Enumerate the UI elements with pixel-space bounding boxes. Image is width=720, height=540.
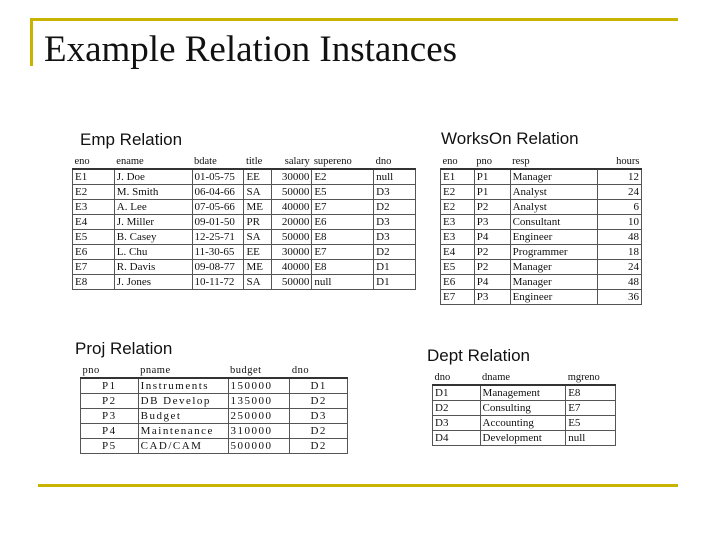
workson-header-row [441, 156, 642, 169]
workson-cell-resp: Manager [510, 275, 598, 290]
dept-cell-dname: Accounting [480, 416, 566, 431]
workson-cell-resp: Engineer [510, 230, 598, 245]
workson-col-resp: resp [512, 156, 530, 167]
emp-cell-eno: E5 [73, 230, 115, 245]
emp-cell-supereno: E8 [312, 230, 374, 245]
dept-cell-mgreno: E8 [566, 385, 616, 401]
dept-cell-dname: Consulting [480, 401, 566, 416]
workson-cell-resp: Programmer [510, 245, 598, 260]
emp-cell-eno: E6 [73, 245, 115, 260]
footer-accent-line [38, 484, 678, 487]
workson-cell-hours: 12 [598, 169, 642, 185]
proj-row [81, 409, 348, 424]
emp-cell-dno: D2 [374, 200, 416, 215]
emp-row [73, 275, 416, 290]
proj-cell-dno: D3 [290, 409, 348, 424]
emp-cell-salary: 30000 [272, 245, 312, 260]
workson-cell-pno: P2 [474, 200, 510, 215]
proj-cell-pname: CAD/CAM [138, 439, 228, 454]
workson-cell-pno: P3 [474, 215, 510, 230]
emp-relation-table [72, 156, 416, 290]
workson-col-hours: hours [616, 156, 640, 167]
emp-cell-bdate: 09-01-50 [192, 215, 244, 230]
dept-cell-dno: D2 [433, 401, 481, 416]
dept-relation-title: Dept Relation [427, 346, 531, 365]
emp-cell-salary: 30000 [272, 169, 312, 185]
workson-row [441, 275, 642, 290]
emp-col-eno: eno [74, 156, 90, 167]
workson-cell-eno: E1 [441, 169, 475, 185]
workson-cell-eno: E2 [441, 200, 475, 215]
proj-cell-dno: D2 [290, 394, 348, 409]
dept-col-dno: dno [434, 372, 451, 383]
proj-col-pname: pname [140, 365, 171, 376]
emp-row [73, 215, 416, 230]
emp-cell-dno: null [374, 169, 416, 185]
workson-cell-pno: P3 [474, 290, 510, 305]
proj-col-dno: dno [291, 365, 310, 376]
proj-cell-pname: DB Develop [138, 394, 228, 409]
workson-cell-hours: 48 [598, 230, 642, 245]
proj-row [81, 424, 348, 439]
workson-cell-eno: E5 [441, 260, 475, 275]
emp-cell-title: PR [244, 215, 272, 230]
emp-cell-bdate: 10-11-72 [192, 275, 244, 290]
dept-cell-mgreno: E5 [566, 416, 616, 431]
title-accent-vertical [30, 18, 33, 66]
emp-cell-bdate: 11-30-65 [192, 245, 244, 260]
emp-row [73, 260, 416, 275]
emp-cell-salary: 40000 [272, 200, 312, 215]
dept-cell-dno: D1 [433, 385, 481, 401]
workson-cell-resp: Engineer [510, 290, 598, 305]
emp-cell-ename: J. Miller [114, 215, 192, 230]
emp-cell-bdate: 01-05-75 [192, 169, 244, 185]
emp-header-row [73, 156, 416, 169]
workson-col-eno: eno [442, 156, 458, 167]
workson-cell-hours: 24 [598, 185, 642, 200]
proj-relation-table [80, 365, 348, 454]
workson-cell-hours: 48 [598, 275, 642, 290]
emp-cell-title: SA [244, 275, 272, 290]
proj-cell-budget: 250000 [228, 409, 290, 424]
proj-row [81, 439, 348, 454]
emp-cell-eno: E4 [73, 215, 115, 230]
emp-cell-eno: E8 [73, 275, 115, 290]
emp-col-supereno: supereno [313, 156, 352, 167]
workson-row [441, 185, 642, 200]
workson-cell-eno: E6 [441, 275, 475, 290]
slide-title: Example Relation Instances [44, 29, 458, 70]
emp-cell-bdate: 12-25-71 [192, 230, 244, 245]
emp-cell-title: SA [244, 185, 272, 200]
dept-cell-dno: D3 [433, 416, 481, 431]
proj-col-pno: pno [82, 365, 100, 376]
proj-cell-pno: P2 [81, 394, 139, 409]
workson-cell-resp: Manager [510, 260, 598, 275]
workson-cell-pno: P4 [474, 230, 510, 245]
dept-col-dname: dname [482, 372, 511, 383]
emp-cell-ename: A. Lee [114, 200, 192, 215]
emp-cell-title: EE [244, 245, 272, 260]
emp-cell-supereno: E5 [312, 185, 374, 200]
proj-cell-budget: 500000 [228, 439, 290, 454]
proj-cell-budget: 150000 [228, 378, 290, 394]
proj-cell-dno: D2 [290, 439, 348, 454]
emp-row [73, 230, 416, 245]
dept-header-row [433, 372, 616, 385]
emp-cell-ename: J. Jones [114, 275, 192, 290]
dept-cell-dno: D4 [433, 431, 481, 446]
emp-cell-salary: 20000 [272, 215, 312, 230]
workson-row [441, 290, 642, 305]
emp-cell-dno: D1 [374, 275, 416, 290]
emp-cell-supereno: E2 [312, 169, 374, 185]
proj-col-budget: budget [230, 365, 262, 376]
workson-row [441, 169, 642, 185]
workson-row [441, 230, 642, 245]
emp-cell-title: SA [244, 230, 272, 245]
emp-cell-eno: E1 [73, 169, 115, 185]
proj-cell-budget: 310000 [228, 424, 290, 439]
workson-cell-hours: 36 [598, 290, 642, 305]
proj-cell-pname: Budget [138, 409, 228, 424]
proj-cell-pname: Maintenance [138, 424, 228, 439]
emp-cell-bdate: 06-04-66 [192, 185, 244, 200]
emp-cell-ename: B. Casey [114, 230, 192, 245]
dept-cell-dname: Development [480, 431, 566, 446]
workson-cell-resp: Consultant [510, 215, 598, 230]
emp-cell-dno: D3 [374, 185, 416, 200]
workson-cell-pno: P1 [474, 169, 510, 185]
emp-cell-ename: M. Smith [114, 185, 192, 200]
proj-cell-pno: P4 [81, 424, 139, 439]
workson-col-pno: pno [476, 156, 493, 167]
dept-relation-table [432, 372, 616, 446]
workson-cell-resp: Analyst [510, 185, 598, 200]
emp-col-salary: salary [284, 156, 310, 167]
dept-row [433, 385, 616, 401]
proj-cell-pno: P1 [81, 378, 139, 394]
proj-row [81, 378, 348, 394]
proj-relation-title: Proj Relation [75, 339, 173, 358]
emp-cell-dno: D1 [374, 260, 416, 275]
emp-cell-bdate: 07-05-66 [192, 200, 244, 215]
workson-relation-title: WorksOn Relation [441, 129, 579, 148]
proj-row [81, 394, 348, 409]
emp-cell-supereno: E6 [312, 215, 374, 230]
proj-cell-dno: D1 [290, 378, 348, 394]
workson-relation-table [440, 156, 642, 305]
workson-cell-eno: E2 [441, 185, 475, 200]
emp-row [73, 169, 416, 185]
workson-cell-hours: 6 [598, 200, 642, 215]
emp-col-ename: ename [116, 156, 144, 167]
emp-cell-ename: J. Doe [114, 169, 192, 185]
proj-cell-pname: Instruments [138, 378, 228, 394]
emp-cell-supereno: null [312, 275, 374, 290]
emp-row [73, 245, 416, 260]
emp-cell-supereno: E7 [312, 200, 374, 215]
emp-cell-eno: E2 [73, 185, 115, 200]
workson-cell-pno: P1 [474, 185, 510, 200]
emp-cell-ename: R. Davis [114, 260, 192, 275]
emp-cell-dno: D3 [374, 215, 416, 230]
workson-cell-hours: 10 [598, 215, 642, 230]
proj-cell-budget: 135000 [228, 394, 290, 409]
emp-col-title: title [245, 156, 263, 167]
workson-cell-resp: Analyst [510, 200, 598, 215]
emp-cell-eno: E7 [73, 260, 115, 275]
emp-cell-supereno: E7 [312, 245, 374, 260]
emp-cell-title: ME [244, 200, 272, 215]
emp-cell-title: EE [244, 169, 272, 185]
dept-row [433, 416, 616, 431]
title-accent-horizontal [30, 18, 678, 21]
emp-cell-salary: 50000 [272, 185, 312, 200]
workson-cell-eno: E7 [441, 290, 475, 305]
emp-cell-eno: E3 [73, 200, 115, 215]
emp-cell-salary: 40000 [272, 260, 312, 275]
emp-cell-salary: 50000 [272, 275, 312, 290]
proj-cell-pno: P5 [81, 439, 139, 454]
workson-cell-pno: P4 [474, 275, 510, 290]
emp-cell-bdate: 09-08-77 [192, 260, 244, 275]
dept-cell-mgreno: E7 [566, 401, 616, 416]
proj-header-row [81, 365, 348, 378]
emp-col-bdate: bdate [194, 156, 217, 167]
proj-cell-dno: D2 [290, 424, 348, 439]
workson-cell-hours: 24 [598, 260, 642, 275]
emp-cell-title: ME [244, 260, 272, 275]
dept-row [433, 401, 616, 416]
emp-relation-title: Emp Relation [80, 130, 183, 149]
dept-cell-dname: Management [480, 385, 566, 401]
emp-cell-dno: D2 [374, 245, 416, 260]
workson-row [441, 245, 642, 260]
emp-cell-supereno: E8 [312, 260, 374, 275]
emp-row [73, 185, 416, 200]
workson-cell-pno: P2 [474, 245, 510, 260]
workson-cell-eno: E3 [441, 215, 475, 230]
workson-cell-resp: Manager [510, 169, 598, 185]
workson-cell-eno: E4 [441, 245, 475, 260]
workson-row [441, 215, 642, 230]
dept-row [433, 431, 616, 446]
dept-cell-mgreno: null [566, 431, 616, 446]
workson-cell-pno: P2 [474, 260, 510, 275]
workson-cell-eno: E3 [441, 230, 475, 245]
workson-cell-hours: 18 [598, 245, 642, 260]
emp-row [73, 200, 416, 215]
dept-col-mgreno: mgreno [567, 372, 600, 383]
workson-row [441, 200, 642, 215]
emp-cell-salary: 50000 [272, 230, 312, 245]
proj-cell-pno: P3 [81, 409, 139, 424]
workson-row [441, 260, 642, 275]
emp-cell-dno: D3 [374, 230, 416, 245]
emp-cell-ename: L. Chu [114, 245, 192, 260]
emp-col-dno: dno [375, 156, 392, 167]
